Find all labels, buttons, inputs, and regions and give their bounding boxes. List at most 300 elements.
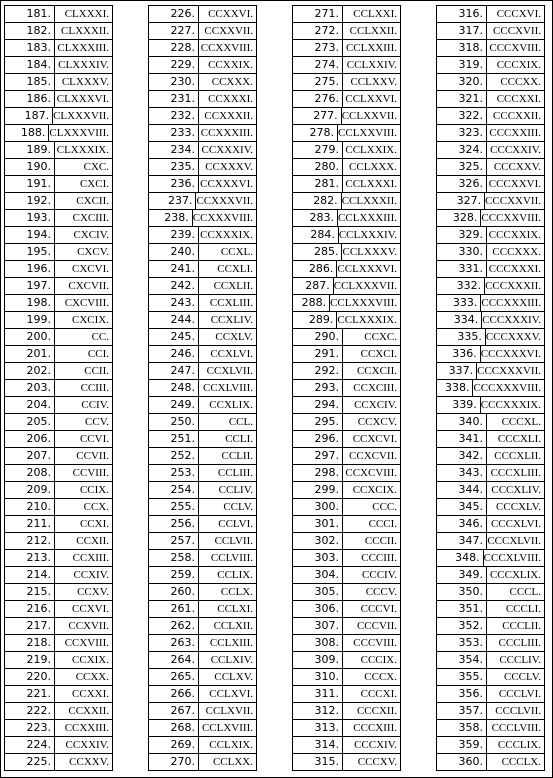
table-row — [149, 686, 256, 703]
roman-numeral: CCXXIX. — [208, 59, 253, 71]
arabic-number: 285. — [293, 244, 342, 260]
roman-numeral: CCLXXXVII. — [333, 280, 397, 292]
arabic-number: 301. — [293, 516, 343, 532]
roman-numeral: CLXXXIX. — [56, 144, 109, 156]
roman-numeral: CCCVII. — [356, 620, 397, 632]
arabic-number: 200. — [5, 329, 55, 345]
arabic-number: 264. — [149, 652, 199, 668]
table-row — [437, 635, 544, 652]
roman-numeral: CCLI. — [225, 433, 253, 445]
arabic-number: 337. — [437, 363, 477, 379]
table-row — [293, 125, 400, 142]
roman-numeral: CCCXXVIII. — [481, 212, 541, 224]
table-row — [293, 227, 400, 244]
table-row — [149, 125, 256, 142]
table-row — [149, 363, 256, 380]
table-row — [5, 261, 112, 278]
roman-numeral: CCLXXX. — [349, 161, 397, 173]
arabic-number: 310. — [293, 669, 343, 685]
table-row — [293, 23, 400, 40]
roman-numeral: CC. — [91, 331, 109, 343]
roman-numeral: CCCXI. — [360, 688, 397, 700]
roman-numeral: CCLXXXV. — [342, 246, 397, 258]
table-row — [437, 652, 544, 669]
roman-numeral: CCXXXVIII. — [192, 212, 253, 224]
table-row — [5, 533, 112, 550]
arabic-number: 272. — [293, 23, 343, 39]
table-row — [293, 584, 400, 601]
arabic-number: 205. — [5, 414, 55, 430]
roman-numeral: CCCLIII. — [498, 637, 541, 649]
table-row — [5, 618, 112, 635]
table-row — [149, 567, 256, 584]
roman-numeral: CCLXIII. — [209, 637, 253, 649]
table-row — [5, 329, 112, 346]
arabic-number: 281. — [293, 176, 343, 192]
roman-numeral: CCLX. — [220, 586, 253, 598]
roman-numeral: CCII. — [84, 365, 109, 377]
table-row — [437, 312, 544, 329]
table-row — [5, 635, 112, 652]
table-row — [5, 754, 112, 771]
arabic-number: 340. — [437, 414, 487, 430]
roman-numeral: CCXI. — [79, 518, 109, 530]
table-row — [437, 57, 544, 74]
arabic-number: 358. — [437, 720, 487, 736]
table-row — [149, 159, 256, 176]
arabic-number: 286. — [293, 261, 337, 277]
roman-numeral: CXCIII. — [72, 212, 109, 224]
arabic-number: 321. — [437, 91, 487, 107]
arabic-number: 193. — [5, 210, 55, 226]
arabic-number: 312. — [293, 703, 343, 719]
table-row — [5, 23, 112, 40]
table-row — [437, 516, 544, 533]
roman-numeral: CCXXI. — [72, 688, 109, 700]
roman-numeral: CCCXVI. — [496, 8, 541, 20]
roman-numeral: CCXX. — [75, 671, 109, 683]
roman-numeral: CCXCI. — [360, 348, 397, 360]
table-row — [293, 244, 400, 261]
roman-numeral: CCLXXXIII. — [338, 212, 397, 224]
table-row — [5, 295, 112, 312]
roman-numeral: CCXVII. — [68, 620, 109, 632]
arabic-number: 259. — [149, 567, 199, 583]
table-row — [437, 448, 544, 465]
roman-numeral: CCCXLVIII. — [483, 552, 541, 564]
arabic-number: 240. — [149, 244, 199, 260]
table-row — [437, 465, 544, 482]
roman-numeral: CCCXIII. — [353, 722, 397, 734]
table-row — [149, 482, 256, 499]
arabic-number: 197. — [5, 278, 55, 294]
roman-numeral: CCCVI. — [360, 603, 397, 615]
arabic-number: 334. — [437, 312, 482, 328]
table-row — [149, 533, 256, 550]
table-row — [149, 312, 256, 329]
arabic-number: 357. — [437, 703, 487, 719]
table-row — [293, 210, 400, 227]
arabic-number: 182. — [5, 23, 55, 39]
arabic-number: 354. — [437, 652, 487, 668]
roman-numeral: CCCXXXV. — [485, 331, 541, 343]
roman-numeral: CLXXXIII. — [57, 42, 109, 54]
roman-numeral: CCCXXXIV. — [482, 314, 541, 326]
table-row — [293, 754, 400, 771]
arabic-number: 304. — [293, 567, 343, 583]
arabic-number: 227. — [149, 23, 199, 39]
table-row — [5, 227, 112, 244]
roman-numeral: CXCVII. — [68, 280, 109, 292]
arabic-number: 314. — [293, 737, 343, 753]
table-row — [437, 210, 544, 227]
table-row — [293, 176, 400, 193]
roman-numeral: CCXIX. — [72, 654, 109, 666]
roman-numeral: CCLXXIX. — [345, 144, 397, 156]
roman-numeral: CCL. — [228, 416, 253, 428]
roman-numeral: CCXCII. — [356, 365, 397, 377]
table-row — [149, 737, 256, 754]
roman-numeral: CCLXXXVIII. — [330, 297, 397, 309]
table-row — [293, 380, 400, 397]
arabic-number: 225. — [5, 754, 55, 770]
roman-numeral: CCCXXVII. — [485, 195, 541, 207]
roman-numeral: CCXV. — [77, 586, 109, 598]
roman-numeral: CCCXLVII. — [487, 535, 541, 547]
roman-numeral: CCCXLIX. — [489, 569, 541, 581]
table-row — [437, 91, 544, 108]
table-row — [5, 397, 112, 414]
roman-numeral: CXCIV. — [73, 229, 109, 241]
arabic-number: 241. — [149, 261, 199, 277]
arabic-number: 257. — [149, 533, 199, 549]
table-row — [437, 244, 544, 261]
roman-numeral: CCCX. — [364, 671, 397, 683]
roman-numeral: CCCLI. — [505, 603, 541, 615]
arabic-number: 356. — [437, 686, 487, 702]
table-row — [149, 57, 256, 74]
arabic-number: 307. — [293, 618, 343, 634]
table-row — [149, 40, 256, 57]
table-row — [5, 703, 112, 720]
arabic-number: 309. — [293, 652, 343, 668]
arabic-number: 201. — [5, 346, 55, 362]
arabic-number: 296. — [293, 431, 343, 447]
roman-numeral: CCXXXV. — [205, 161, 253, 173]
roman-numeral: CXCI. — [79, 178, 109, 190]
arabic-number: 208. — [5, 465, 55, 481]
arabic-number: 245. — [149, 329, 199, 345]
arabic-number: 294. — [293, 397, 343, 413]
arabic-number: 243. — [149, 295, 199, 311]
arabic-number: 297. — [293, 448, 343, 464]
roman-numeral: CCXXIII. — [64, 722, 109, 734]
arabic-number: 204. — [5, 397, 55, 413]
arabic-number: 247. — [149, 363, 199, 379]
roman-numeral: CCCXXIII. — [489, 127, 541, 139]
roman-numeral: CCCIV. — [362, 569, 397, 581]
roman-numeral: CCCXXX. — [492, 246, 541, 258]
arabic-number: 273. — [293, 40, 343, 56]
table-row — [149, 652, 256, 669]
table-row — [437, 193, 544, 210]
table-row — [437, 414, 544, 431]
roman-numeral: CCCXXIV. — [490, 144, 541, 156]
arabic-number: 308. — [293, 635, 343, 651]
table-row — [5, 108, 112, 125]
arabic-number: 276. — [293, 91, 343, 107]
table-row — [293, 720, 400, 737]
roman-numeral: CCX. — [83, 501, 109, 513]
arabic-number: 324. — [437, 142, 487, 158]
arabic-number: 282. — [293, 193, 342, 209]
arabic-number: 360. — [437, 754, 487, 770]
arabic-number: 355. — [437, 669, 487, 685]
table-row — [149, 74, 256, 91]
table-row — [5, 6, 112, 23]
arabic-number: 261. — [149, 601, 199, 617]
roman-numeral: CCCXXII. — [493, 110, 541, 122]
arabic-number: 283. — [293, 210, 338, 226]
arabic-number: 326. — [437, 176, 487, 192]
roman-numeral: CCXCIV. — [354, 399, 397, 411]
roman-numeral: CCXIII. — [72, 552, 109, 564]
arabic-number: 327. — [437, 193, 485, 209]
roman-numeral: CCCLVII. — [495, 705, 541, 717]
arabic-number: 291. — [293, 346, 343, 362]
table-row — [5, 669, 112, 686]
table-row — [293, 261, 400, 278]
arabic-number: 284. — [293, 227, 339, 243]
table-row — [149, 669, 256, 686]
roman-numeral: CCXLVII. — [206, 365, 253, 377]
arabic-number: 215. — [5, 584, 55, 600]
roman-numeral: CCCLIV. — [499, 654, 541, 666]
arabic-number: 303. — [293, 550, 343, 566]
table-row — [5, 244, 112, 261]
table-row — [437, 125, 544, 142]
roman-numeral: CCXC. — [364, 331, 397, 343]
roman-numeral: CLXXXVIII. — [49, 127, 109, 139]
arabic-number: 274. — [293, 57, 343, 73]
arabic-number: 239. — [149, 227, 199, 243]
table-row — [5, 176, 112, 193]
table-row — [149, 584, 256, 601]
arabic-number: 330. — [437, 244, 487, 260]
arabic-number: 230. — [149, 74, 199, 90]
arabic-number: 251. — [149, 431, 199, 447]
arabic-number: 347. — [437, 533, 487, 549]
roman-numeral: CCCXLI. — [497, 433, 541, 445]
arabic-number: 255. — [149, 499, 199, 515]
roman-numeral: CLXXXIV. — [58, 59, 109, 71]
arabic-number: 202. — [5, 363, 55, 379]
roman-numeral: CCXXXI. — [208, 93, 253, 105]
table-row — [149, 448, 256, 465]
arabic-number: 238. — [149, 210, 193, 226]
table-row — [437, 142, 544, 159]
arabic-number: 295. — [293, 414, 343, 430]
arabic-number: 210. — [5, 499, 55, 515]
table-row — [149, 601, 256, 618]
roman-numeral: CCLIV. — [218, 484, 253, 496]
roman-numeral: CCXCIII. — [353, 382, 397, 394]
arabic-number: 191. — [5, 176, 55, 192]
numeral-column — [292, 5, 401, 771]
arabic-number: 226. — [149, 6, 199, 22]
roman-numeral: CCLXII. — [213, 620, 253, 632]
table-row — [437, 108, 544, 125]
arabic-number: 242. — [149, 278, 199, 294]
roman-numeral: CCCXLV. — [496, 501, 541, 513]
table-row — [437, 40, 544, 57]
arabic-number: 217. — [5, 618, 55, 634]
roman-numeral: CCLXXIII. — [345, 42, 397, 54]
roman-numeral: CCCXXXIX. — [480, 399, 541, 411]
table-row — [293, 57, 400, 74]
arabic-number: 349. — [437, 567, 487, 583]
table-row — [149, 703, 256, 720]
arabic-number: 224. — [5, 737, 55, 753]
table-row — [149, 176, 256, 193]
roman-numeral: CCCVIII. — [353, 637, 397, 649]
table-row — [5, 57, 112, 74]
arabic-number: 183. — [5, 40, 55, 56]
table-row — [5, 499, 112, 516]
table-row — [437, 397, 544, 414]
roman-numeral: CLXXXVI. — [56, 93, 109, 105]
arabic-number: 266. — [149, 686, 199, 702]
arabic-number: 187. — [5, 108, 53, 124]
table-row — [293, 601, 400, 618]
arabic-number: 198. — [5, 295, 55, 311]
roman-numeral: CCXCVIII. — [345, 467, 397, 479]
table-row — [437, 720, 544, 737]
arabic-number: 253. — [149, 465, 199, 481]
table-row — [437, 601, 544, 618]
roman-numeral: CCLXVII. — [205, 705, 253, 717]
table-row — [149, 346, 256, 363]
arabic-number: 315. — [293, 754, 343, 770]
arabic-number: 271. — [293, 6, 343, 22]
table-row — [437, 329, 544, 346]
roman-numeral: CCCXXIX. — [488, 229, 541, 241]
roman-numeral: CCLII. — [221, 450, 253, 462]
roman-numeral: CCCXX. — [500, 76, 541, 88]
roman-numeral: CCLXXII. — [349, 25, 397, 37]
arabic-number: 254. — [149, 482, 199, 498]
arabic-number: 287. — [293, 278, 334, 294]
table-row — [437, 584, 544, 601]
table-row — [293, 686, 400, 703]
roman-numeral: CCCXLIV. — [491, 484, 541, 496]
roman-numeral: CCCV. — [365, 586, 397, 598]
table-row — [437, 6, 544, 23]
arabic-number: 305. — [293, 584, 343, 600]
arabic-number: 351. — [437, 601, 487, 617]
roman-numeral: CXCV. — [77, 246, 109, 258]
arabic-number: 249. — [149, 397, 199, 413]
table-row — [149, 618, 256, 635]
roman-numeral: CCLXV. — [214, 671, 253, 683]
table-row — [149, 414, 256, 431]
roman-numeral: CCXCIX. — [352, 484, 397, 496]
table-row — [149, 397, 256, 414]
table-row — [293, 193, 400, 210]
table-row — [5, 720, 112, 737]
table-row — [149, 380, 256, 397]
arabic-number: 322. — [437, 108, 487, 124]
roman-numeral: CCC. — [372, 501, 397, 513]
table-row — [437, 431, 544, 448]
table-row — [293, 159, 400, 176]
roman-numeral: CCLXI. — [217, 603, 253, 615]
table-row — [149, 108, 256, 125]
table-row — [293, 346, 400, 363]
arabic-number: 233. — [149, 125, 199, 141]
roman-numeral: CCCXXXI. — [488, 263, 541, 275]
arabic-number: 235. — [149, 159, 199, 175]
roman-numeral: CLXXXI. — [64, 8, 109, 20]
roman-numeral: CCCIX. — [360, 654, 397, 666]
table-row — [5, 210, 112, 227]
table-row — [293, 74, 400, 91]
arabic-number: 258. — [149, 550, 199, 566]
arabic-number: 216. — [5, 601, 55, 617]
table-row — [437, 278, 544, 295]
roman-numeral: CXCVI. — [72, 263, 109, 275]
arabic-number: 289. — [293, 312, 337, 328]
roman-numeral: CCCL. — [509, 586, 541, 598]
roman-numeral: CCXXXVI. — [200, 178, 253, 190]
arabic-number: 195. — [5, 244, 55, 260]
arabic-number: 288. — [293, 295, 330, 311]
roman-numeral: CCCXXXVII. — [477, 365, 541, 377]
table-row — [5, 363, 112, 380]
roman-numeral: CXCII. — [76, 195, 109, 207]
roman-numeral: CCLVI. — [218, 518, 253, 530]
roman-numeral: CCLIII. — [217, 467, 253, 479]
roman-numeral: CCLXXXII. — [341, 195, 397, 207]
arabic-number: 344. — [437, 482, 487, 498]
roman-numeral: CCLXXXIV. — [338, 229, 397, 241]
roman-numeral: CCXL. — [220, 246, 253, 258]
roman-numeral: CCCLIX. — [497, 739, 541, 751]
roman-numeral: CCLVIII. — [210, 552, 253, 564]
arabic-number: 323. — [437, 125, 487, 141]
table-row — [5, 737, 112, 754]
numeral-column — [148, 5, 257, 771]
table-row — [5, 91, 112, 108]
roman-numeral: CCCI. — [368, 518, 397, 530]
arabic-number: 199. — [5, 312, 55, 328]
table-row — [293, 278, 400, 295]
arabic-number: 228. — [149, 40, 199, 56]
table-row — [5, 686, 112, 703]
roman-numeral: CCIII. — [80, 382, 109, 394]
arabic-number: 194. — [5, 227, 55, 243]
roman-numeral: CXCVIII. — [64, 297, 109, 309]
arabic-number: 234. — [149, 142, 199, 158]
roman-numeral: CCCIII. — [361, 552, 397, 564]
arabic-number: 325. — [437, 159, 487, 175]
arabic-number: 329. — [437, 227, 487, 243]
table-row — [5, 380, 112, 397]
arabic-number: 190. — [5, 159, 55, 175]
arabic-number: 267. — [149, 703, 199, 719]
roman-numeral: CCCXXI. — [496, 93, 541, 105]
roman-numeral: CLXXXV. — [61, 76, 109, 88]
